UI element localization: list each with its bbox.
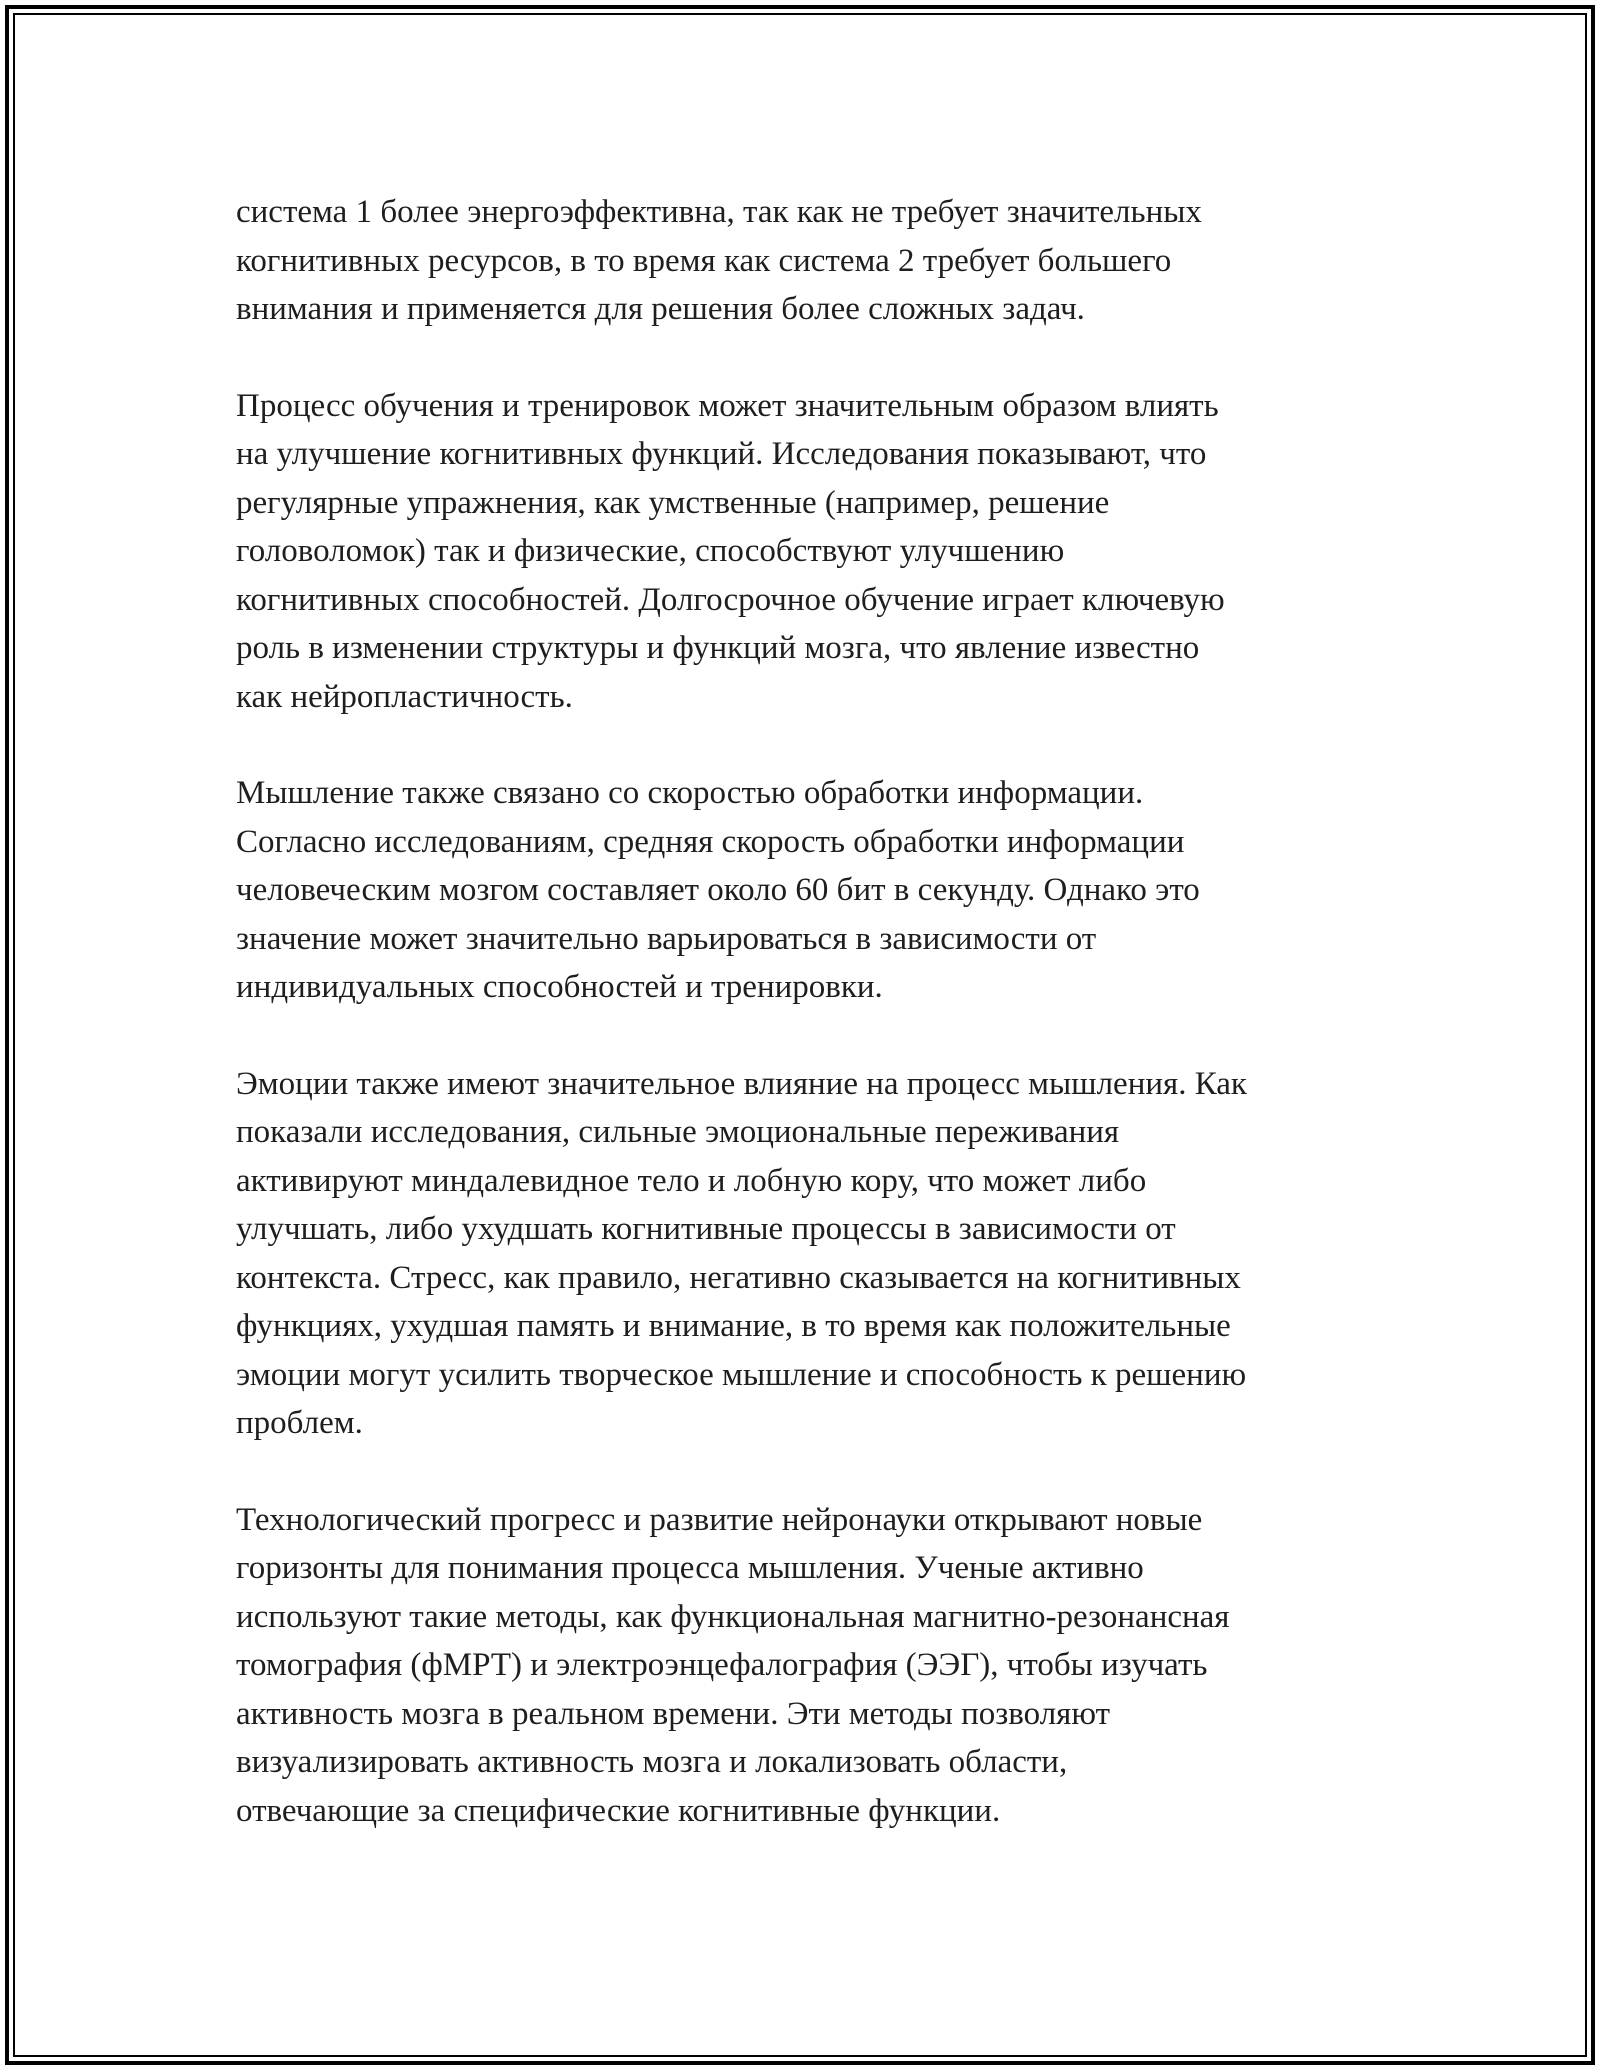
paragraph-neuroscience-progress: Технологический прогресс и развитие нейронауки открывают новые горизонты для понимания процесса мышления. Ученые активно используют такие методы, как функциональная магнитно-резонансная томография (фМРТ) и электроэнцефалография (ЭЭГ), чтобы изучать активность мозга в реальном времени. Эти методы позволяют визуализировать активность мозга и локализовать области, отвечающие за специфические когнитивные функции. — [236, 1501, 1230, 1829]
paragraph-learning-training: Процесс обучения и тренировок может значительным образом влиять на улучшение когнитивных функций. Исследования показывают, что регулярные упражнения, как умственные (например, решение головоломок) так и физические, способствуют улучшению когнитивных способностей. Долгосрочное обучение играет ключевую роль в изменении структуры и функций мозга, что явление известно как нейропластичность. — [236, 387, 1225, 715]
paragraph-system-efficiency: система 1 более энергоэффективна, так как не требует значительных когнитивных ресурсов, в то время как система 2 требует большего внимания и применяется для решения более сложных задач. — [236, 194, 1202, 327]
paragraph-emotions: Эмоции также имеют значительное влияние на процесс мышления. Как показали исследования, сильные эмоциональные переживания активируют миндалевидное тело и лобную кору, что может либо улучшать, либо ухудшать когнитивные процессы в зависимости от контекста. Стресс, как правило, негативно сказывается на когнитивных функциях, ухудшая память и внимание, в то время как положительные эмоции могут усилить творческое мышление и способность к решению проблем. — [236, 1065, 1247, 1441]
document-body — [236, 188, 1376, 1883]
paragraph-processing-speed: Мышление также связано со скоростью обработки информации. Согласно исследованиям, средняя скорость обработки информации человеческим мозгом составляет около 60 бит в секунду. Однако это значение может значительно варьироваться в зависимости от индивидуальных способностей и тренировки. — [236, 775, 1200, 1005]
